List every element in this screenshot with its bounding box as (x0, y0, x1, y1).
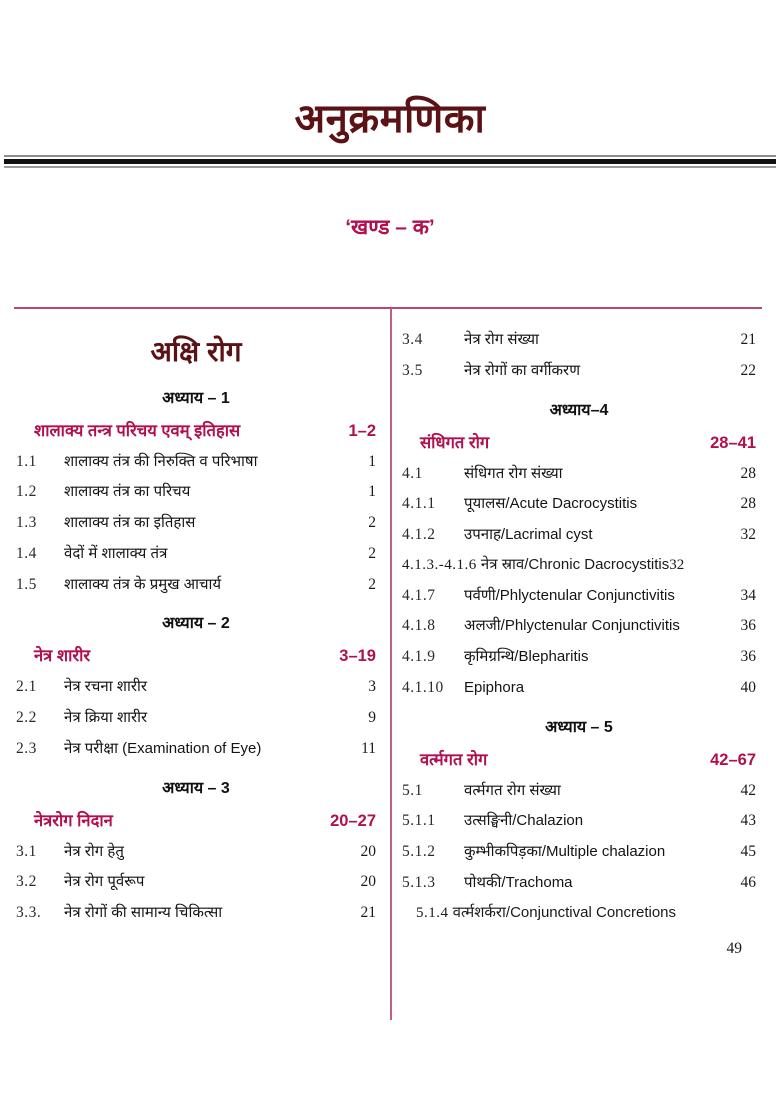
entry-number: 2.2 (16, 709, 37, 727)
entry-number: 5.1.3 (402, 873, 436, 891)
chapter-title-1: शालाक्य तन्त्र परिचय एवम् इतिहास (34, 421, 241, 440)
entry-number: 4.1.1 (402, 495, 436, 513)
entry-label: नेत्र स्राव/Chronic Dacrocystitis (480, 555, 670, 573)
toc-entry-4-1-3-to-4-1-6[interactable] (402, 556, 756, 575)
entry-number: 5.1 (402, 781, 423, 799)
chapter-range-4: 28–41 (710, 433, 756, 452)
entry-number: 5.1.2 (402, 843, 436, 860)
toc-entry-1-2[interactable] (16, 482, 376, 502)
entry-label: नेत्र रोग हेतु (64, 842, 124, 860)
chapter-label-2: अध्याय – 2 (162, 615, 230, 633)
entry-label: पूयालस/Acute Dacrocystitis (464, 495, 638, 513)
entry-label: नेत्र रोगों की सामान्य चिकित्सा (64, 904, 223, 922)
entry-label: अलजी/Phlyctenular Conjunctivitis (464, 617, 680, 635)
chapter-range-1: 1–2 (348, 421, 376, 440)
toc-entry-5-1-4-page: 49 (726, 940, 742, 958)
toc-entry-3-4[interactable] (402, 330, 756, 350)
entry-number: 4.1.2 (402, 526, 436, 543)
toc-entry-5-1-3[interactable] (402, 873, 756, 893)
part-title: ‘खण्ड – क’ (345, 216, 435, 239)
chapter-title-row-2 (16, 643, 376, 666)
toc-entry-4-1-10[interactable] (402, 678, 756, 698)
entry-label: शालाक्य तंत्र के प्रमुख आचार्य (64, 575, 222, 593)
entry-number: 1.5 (16, 575, 37, 593)
toc-entry-4-1-9[interactable] (402, 647, 756, 667)
toc-entry-4-1-8[interactable] (402, 616, 756, 636)
entry-label: उत्सङ्घिनी/Chalazion (464, 812, 584, 830)
entry-label: वर्त्मशर्करा/Conjunctival Concretions (452, 903, 677, 921)
entry-label: शालाक्य तंत्र की निरुक्ति व परिभाषा (64, 452, 258, 470)
entry-number: 4.1.7 (402, 586, 436, 604)
entry-page: 40 (740, 678, 756, 696)
toc-entry-1-3[interactable] (16, 513, 376, 533)
entry-page: 34 (740, 586, 756, 604)
entry-page: 9 (368, 709, 376, 727)
entry-page: 1 (368, 452, 376, 470)
entry-page: 46 (740, 873, 756, 891)
entry-label: नेत्र क्रिया शारीर (64, 709, 148, 727)
toc-entry-1-5[interactable] (16, 575, 376, 595)
entry-page: 2 (368, 575, 376, 593)
chapter-title-2: नेत्र शारीर (34, 647, 91, 666)
toc-entry-1-1[interactable] (16, 452, 376, 472)
toc-entry-1-4[interactable] (16, 544, 376, 564)
entry-number: 2.3 (16, 739, 37, 757)
entry-label: शालाक्य तंत्र का परिचय (64, 483, 191, 501)
chapter-label-5: अध्याय – 5 (545, 718, 613, 736)
chapter-range-2: 3–19 (339, 647, 376, 666)
section-heading: अक्षि रोग (150, 336, 242, 367)
entry-page: 28 (740, 464, 756, 482)
chapter-label-4: अध्याय–4 (549, 401, 609, 419)
entry-number: 1.2 (16, 483, 37, 501)
entry-label: उपनाह/Lacrimal cyst (464, 526, 593, 543)
entry-number: 5.1.1 (402, 812, 436, 830)
chapter-label-1: अध्याय – 1 (162, 389, 230, 407)
chapter-range-5: 42–67 (710, 750, 756, 769)
entry-page: 42 (740, 781, 756, 799)
divider-line-thick (4, 159, 776, 164)
entry-number: 3.1 (16, 842, 37, 860)
entry-label: नेत्र परीक्षा (Examination of Eye) (64, 739, 262, 757)
toc-entry-4-1[interactable] (402, 464, 756, 484)
toc-entry-5-1-2[interactable] (402, 842, 756, 862)
entry-number: 3.4 (402, 331, 423, 348)
chapter-title-4: संधिगत रोग (420, 433, 490, 452)
toc-entry-2-2[interactable] (16, 708, 376, 728)
entry-page: 43 (740, 812, 756, 830)
entry-label: संधिगत रोग संख्या (464, 464, 563, 482)
entry-page: 2 (368, 514, 376, 532)
entry-number: 3.5 (402, 361, 423, 379)
chapter-title-3: नेत्ररोग निदान (34, 811, 113, 830)
entry-page: 36 (740, 648, 756, 665)
entry-number: 3.3. (16, 904, 42, 922)
toc-entry-4-1-7[interactable] (402, 586, 756, 606)
entry-page: 11 (361, 739, 376, 757)
entry-page: 36 (740, 617, 756, 635)
entry-label: पर्वणी/Phlyctenular Conjunctivitis (464, 586, 675, 604)
toc-column-left (14, 309, 390, 958)
divider-line-thin-bottom (4, 166, 776, 168)
entry-page: 28 (740, 495, 756, 513)
title-divider-rule (4, 155, 776, 168)
entry-page: 20 (360, 873, 376, 891)
entry-label: नेत्र रचना शारीर (64, 678, 148, 696)
toc-entry-2-1[interactable] (16, 677, 376, 697)
toc-entry-3-3[interactable] (16, 903, 376, 923)
entry-label: नेत्र रोग पूर्वरूप (64, 873, 145, 891)
column-divider (390, 309, 392, 1020)
entry-page: 21 (360, 904, 376, 922)
entry-label: नेत्र रोग संख्या (464, 331, 539, 348)
toc-column-right (390, 309, 762, 958)
entry-page: 2 (368, 544, 376, 562)
entry-number: 4.1.9 (402, 648, 436, 665)
page-title: अनुक्रमणिका (294, 97, 486, 141)
entry-number: 1.3 (16, 514, 37, 532)
entry-page: 32 (669, 556, 685, 573)
entry-number: 2.1 (16, 678, 37, 696)
toc-entry-5-1[interactable] (402, 781, 756, 801)
entry-label: नेत्र रोगों का वर्गीकरण (464, 361, 581, 379)
entry-page: 21 (740, 331, 756, 348)
chapter-title-row-4 (402, 430, 756, 453)
toc-entry-2-3[interactable] (16, 739, 376, 759)
entry-page: 1 (368, 483, 376, 501)
entry-number: 1.4 (16, 544, 37, 562)
toc-entry-5-1-1[interactable] (402, 811, 756, 831)
entry-page: 3 (368, 678, 376, 696)
entry-number: 4.1.3.-4.1.6 (402, 556, 477, 573)
entry-label: शालाक्य तंत्र का इतिहास (64, 514, 196, 532)
entry-number: 4.1.10 (402, 678, 444, 696)
entry-label: वेदों में शालाक्य तंत्र (64, 544, 168, 562)
entry-number: 5.1.4 (416, 904, 449, 921)
toc-columns-frame (14, 307, 762, 958)
chapter-title-row-1 (16, 418, 376, 441)
entry-number: 4.1.8 (402, 617, 436, 635)
toc-entry-3-1[interactable] (16, 842, 376, 862)
chapter-range-3: 20–27 (330, 811, 376, 830)
entry-number: 3.2 (16, 873, 37, 891)
toc-entry-3-5[interactable] (402, 361, 756, 381)
chapter-title-row-3 (16, 808, 376, 831)
entry-page: 32 (740, 526, 756, 543)
toc-entry-4-1-2[interactable] (402, 525, 756, 545)
title-section (0, 0, 780, 142)
chapter-title-row-5 (402, 747, 756, 770)
entry-page: 22 (740, 361, 756, 379)
entry-label: Epiphora (464, 678, 525, 696)
entry-label: वर्त्मगत रोग संख्या (464, 781, 561, 799)
chapter-label-3: अध्याय – 3 (162, 779, 230, 797)
toc-entry-4-1-1[interactable] (402, 494, 756, 514)
toc-entry-3-2[interactable] (16, 872, 376, 892)
entry-label: कुम्भीकपिड़का/Multiple chalazion (464, 843, 666, 860)
entry-page: 45 (740, 843, 756, 860)
entry-page: 20 (360, 842, 376, 860)
toc-entry-5-1-4[interactable] (402, 904, 756, 923)
entry-number: 4.1 (402, 464, 423, 482)
chapter-title-5: वर्त्मगत रोग (420, 750, 488, 769)
entry-label: कृमिग्रन्थि/Blepharitis (464, 648, 589, 665)
entry-label: पोथकी/Trachoma (464, 873, 573, 891)
entry-number: 1.1 (16, 452, 37, 470)
